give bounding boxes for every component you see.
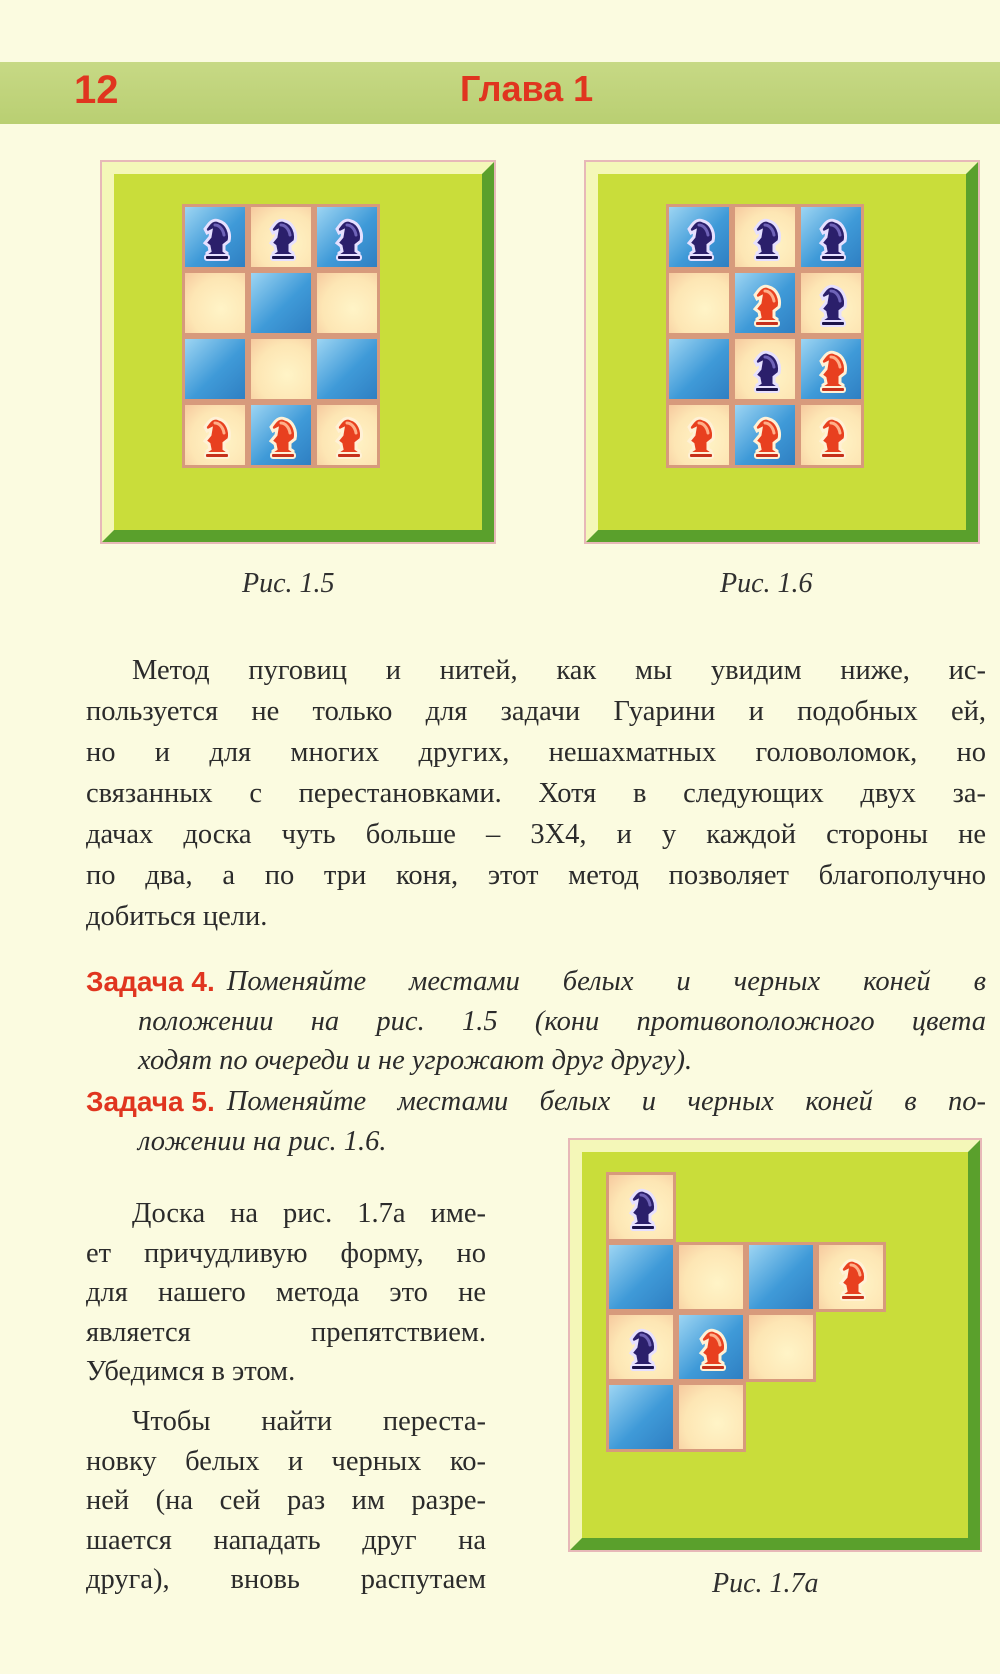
board-square <box>248 204 314 270</box>
text-line: друга), вновь распутаем <box>86 1564 486 1595</box>
task-5-line: ложении на рис. 1.6. <box>138 1126 387 1157</box>
white-knight-icon <box>259 411 307 461</box>
board-square <box>816 1242 886 1312</box>
text-line: пользуется не только для задачи Гуарини и подобных ей, <box>86 696 986 727</box>
black-knight-icon <box>743 213 791 263</box>
board-square <box>666 204 732 270</box>
board-square <box>746 1312 816 1382</box>
white-knight-icon <box>809 345 857 395</box>
white-knight-icon <box>743 279 791 329</box>
text-line: ней (на сей раз им разре- <box>86 1485 486 1516</box>
figure-1-7a-caption: Рис. 1.7а <box>712 1568 819 1599</box>
text-line: по два, а по три коня, этот метод позволяет благополучно <box>86 860 986 891</box>
task-5-label: Задача 5. <box>86 1086 215 1117</box>
task-4-label: Задача 4. <box>86 966 215 997</box>
text-line: добиться цели. <box>86 901 268 932</box>
board-square <box>732 402 798 468</box>
text-line: Убедимся в этом. <box>86 1356 296 1387</box>
white-knight-icon <box>829 1253 877 1303</box>
board-square <box>606 1172 676 1242</box>
board-square <box>606 1382 676 1452</box>
text-line: Чтобы найти переста- <box>132 1406 486 1437</box>
board-square <box>182 402 248 468</box>
board-square <box>732 336 798 402</box>
board-square <box>732 270 798 336</box>
text-line: но и для многих других, нешахматных головоломок, но <box>86 737 986 768</box>
black-knight-icon <box>809 279 857 329</box>
board-square <box>248 270 314 336</box>
board-square <box>314 270 380 336</box>
task-4-line: положении на рис. 1.5 (кони противоположного цвета <box>138 1006 986 1037</box>
paragraph-intro <box>86 650 986 937</box>
page-number: 12 <box>74 68 119 112</box>
board-square <box>182 204 248 270</box>
board-square <box>732 204 798 270</box>
text-line: для нашего метода это не <box>86 1277 486 1308</box>
board-square <box>798 204 864 270</box>
board-square <box>314 336 380 402</box>
board-square <box>746 1242 816 1312</box>
board-square <box>798 402 864 468</box>
white-knight-icon <box>689 1323 737 1373</box>
figure-1-7a-board <box>570 1140 980 1550</box>
white-knight-icon <box>677 411 725 461</box>
board-square <box>666 270 732 336</box>
task-5-line: Поменяйте местами белых и черных коней в по- <box>226 1086 986 1117</box>
chapter-title: Глава 1 <box>460 68 594 109</box>
text-line: ет причудливую форму, но <box>86 1237 486 1269</box>
paragraph-find-permutation <box>86 1402 486 1600</box>
board-square <box>606 1242 676 1312</box>
figure-1-6-board <box>586 162 978 542</box>
black-knight-icon <box>193 213 241 263</box>
task-4 <box>86 962 986 1080</box>
board-square <box>676 1242 746 1312</box>
figure-1-5-caption: Рис. 1.5 <box>242 568 335 599</box>
board-square <box>676 1312 746 1382</box>
black-knight-icon <box>677 213 725 263</box>
text-line: дачах доска чуть больше – 3Х4, и у каждой стороны не <box>86 819 986 850</box>
board-square <box>248 336 314 402</box>
task-4-line: ходят по очереди и не угрожают друг другу). <box>138 1045 693 1076</box>
figure-1-6-caption: Рис. 1.6 <box>720 568 813 599</box>
board-square <box>666 336 732 402</box>
board-square <box>182 336 248 402</box>
white-knight-icon <box>193 411 241 461</box>
black-knight-icon <box>325 213 373 263</box>
black-knight-icon <box>619 1183 667 1233</box>
board-square <box>314 204 380 270</box>
text-line: Доска на рис. 1.7а име- <box>132 1198 486 1229</box>
white-knight-icon <box>743 411 791 461</box>
board-square <box>248 402 314 468</box>
black-knight-icon <box>259 213 307 263</box>
text-line: новку белых и черных ко- <box>86 1445 486 1477</box>
text-line: является препятствием. <box>86 1316 486 1348</box>
white-knight-icon <box>809 411 857 461</box>
paragraph-board-shape <box>86 1194 486 1392</box>
board-square <box>314 402 380 468</box>
board-square <box>798 336 864 402</box>
text-line: связанных с перестановками. Хотя в следующих двух за- <box>86 778 986 809</box>
black-knight-icon <box>619 1323 667 1373</box>
figure-1-5-board <box>102 162 494 542</box>
black-knight-icon <box>809 213 857 263</box>
board-square <box>676 1382 746 1452</box>
board-square <box>666 402 732 468</box>
board-square <box>798 270 864 336</box>
board-square <box>182 270 248 336</box>
board-square <box>606 1312 676 1382</box>
white-knight-icon <box>325 411 373 461</box>
text-line: Метод пуговиц и нитей, как мы увидим ниже, ис- <box>132 655 986 686</box>
task-4-line: Поменяйте местами белых и черных коней в <box>226 966 986 997</box>
black-knight-icon <box>743 345 791 395</box>
text-line: шается нападать друг на <box>86 1524 486 1556</box>
